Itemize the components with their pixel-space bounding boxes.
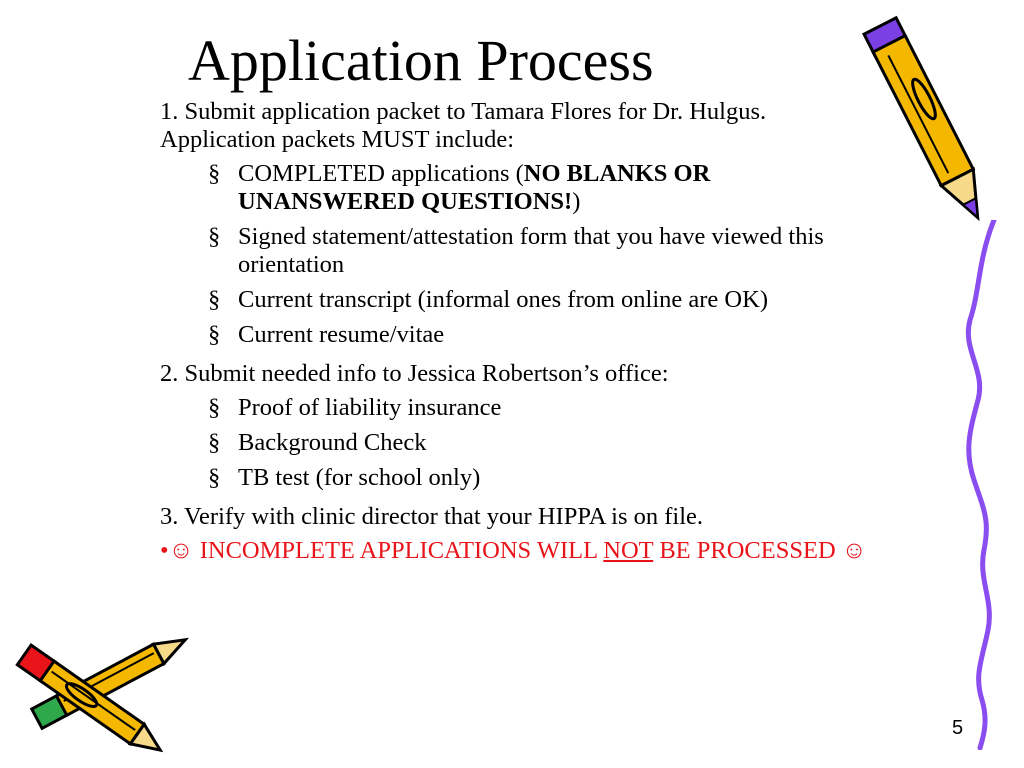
step-2: 2. Submit needed info to Jessica Robertson’s office: [160,360,669,387]
step-1-number: 1 [160,98,173,125]
section-bullet: § [208,223,221,250]
list-item-text: Current resume/vitae [238,321,445,348]
list-item-text: Proof of liability insurance [238,394,502,421]
list-item [160,286,880,314]
scribble-line [960,220,1010,750]
section-bullet: § [208,286,221,313]
slide-title: Application Process [188,28,654,93]
note-text-before: INCOMPLETE APPLICATIONS WILL [193,537,604,564]
list-item-bold: NO BLANKS OR UNANSWERED QUESTIONS! [238,160,711,215]
section-bullet: § [208,321,221,348]
smiley-icon: ☺ [168,537,194,564]
crossed-pencils-icon [0,612,210,762]
list-item-text: Current transcript (informal ones from online are OK) [238,286,768,313]
section-bullet: § [208,429,221,456]
section-bullet: § [208,160,221,187]
step-1 [160,98,880,154]
smiley-icon: ☺ [841,537,867,564]
note-text-after: BE PROCESSED [653,537,842,564]
note-bullet: • [160,537,169,564]
section-bullet: § [208,394,221,421]
list-item-text: TB test (for school only) [238,464,481,491]
list-item-text: Background Check [238,429,427,456]
list-item [160,160,880,216]
section-bullet: § [208,464,221,491]
pencil-icon [860,4,1000,244]
incomplete-warning [160,537,880,565]
list-item [160,321,880,349]
list-item [160,464,880,492]
list-item [160,223,880,279]
list-item [160,394,880,422]
step-3: 3. Verify with clinic director that your HIPPA is on file. [160,503,704,530]
list-item-text: Signed statement/attestation form that you have viewed this orientation [238,223,824,278]
list-item-text-after: ) [572,188,581,215]
note-underlined: NOT [603,537,654,564]
list-item [160,429,880,457]
step-1-text: . Submit application packet to Tamara Flores for Dr. Hulgus. Application packets MUST include: [160,98,767,153]
page-number: 5 [952,717,964,739]
list-item-text-before: COMPLETED applications ( [238,160,524,187]
slide-content [160,98,880,575]
